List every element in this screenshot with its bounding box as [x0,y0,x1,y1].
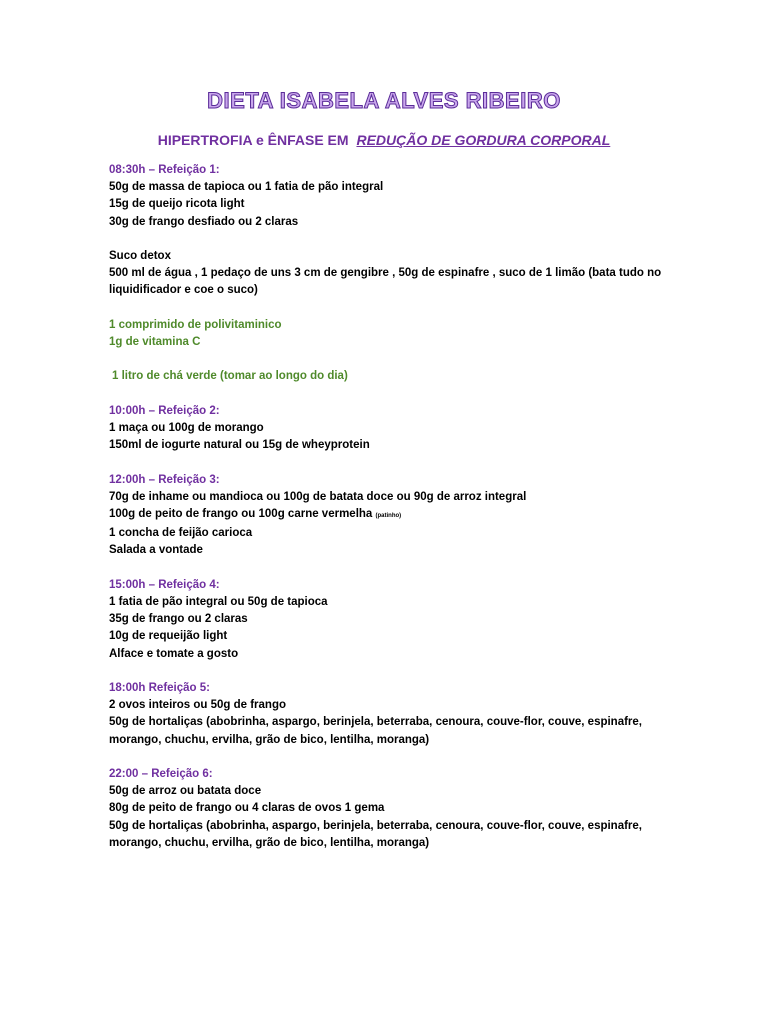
meal-5-item: 2 ovos inteiros ou 50g de frango [109,699,287,712]
meal-4-item: 1 fatia de pão integral ou 50g de tapioca [109,595,328,608]
green-tea-note: 1 litro de chá verde (tomar ao longo do dia) [112,370,348,383]
meal-3-item: Salada a vontade [109,544,203,557]
detox-heading: Suco detox [109,250,171,262]
meal-3-item-with-note [109,506,669,525]
meal-1-item: 15g de queijo ricota light [109,198,245,211]
meal-3-item: 1 concha de feijão carioca [109,527,253,540]
supplement-item: 1g de vitamina C [109,336,201,348]
meal-6-heading: 22:00 – Refeição 6: [109,767,213,780]
meal-3-item: 100g de peito de frango ou 100g carne vermelha [109,507,373,520]
meal-2-item: 150ml de iogurte natural ou 15g de wheyprotein [109,439,370,452]
document-title: DIETA ISABELA ALVES RIBEIRO [207,88,561,113]
meal-4-item: 10g de requeijão light [109,630,228,643]
subtitle-emphasis: REDUÇÃO DE GORDURA CORPORAL [356,132,611,148]
meal-5-heading: 18:00h Refeição 5: [109,681,210,694]
meal-2-item: 1 maça ou 100g de morango [109,421,264,434]
meal-3-heading: 12:00h – Refeição 3: [109,473,220,486]
meal-2-heading: 10:00h – Refeição 2: [109,404,220,417]
meal-4-item: Alface e tomate a gosto [109,647,239,660]
subtitle-prefix: HIPERTROFIA e ÊNFASE EM [157,132,349,148]
meal-6-item: 50g de hortaliças (abobrinha, aspargo, berinjela, beterraba, cenoura, couve-flor, couve, espinafre, morango, chuchu, ervilha, grão de bico, lentilha, moranga) [109,819,642,849]
meal-6-item: 80g de peito de frango ou 4 claras de ovos 1 gema [109,802,385,815]
meal-4-item: 35g de frango ou 2 claras [109,613,248,626]
meal-6-item: 50g de arroz ou batata doce [109,785,262,798]
meal-3-item: 70g de inhame ou mandioca ou 100g de batata doce ou 90g de arroz integral [109,490,527,503]
meal-1-item: 50g de massa de tapioca ou 1 fatia de pão integral [109,181,384,194]
diet-content [109,162,669,852]
meal-1-heading: 08:30h – Refeição 1: [109,164,220,176]
supplement-item: 1 comprimido de polivitaminico [109,318,282,331]
detox-recipe: 500 ml de água , 1 pedaço de uns 3 cm de gengibre , 50g de espinafre , suco de 1 limão (bata tudo no liquidificador e coe o suco) [109,267,662,297]
meal-4-heading: 15:00h – Refeição 4: [109,578,220,591]
meal-1-item: 30g de frango desfiado ou 2 claras [109,215,299,228]
meal-5-item: 50g de hortaliças (abobrinha, aspargo, berinjela, beterraba, cenoura, couve-flor, couve, espinafre, morango, chuchu, ervilha, grão de bico, lentilha, moranga) [109,716,642,746]
document-subtitle [0,132,768,148]
meal-3-note: (patinho) [375,512,402,519]
